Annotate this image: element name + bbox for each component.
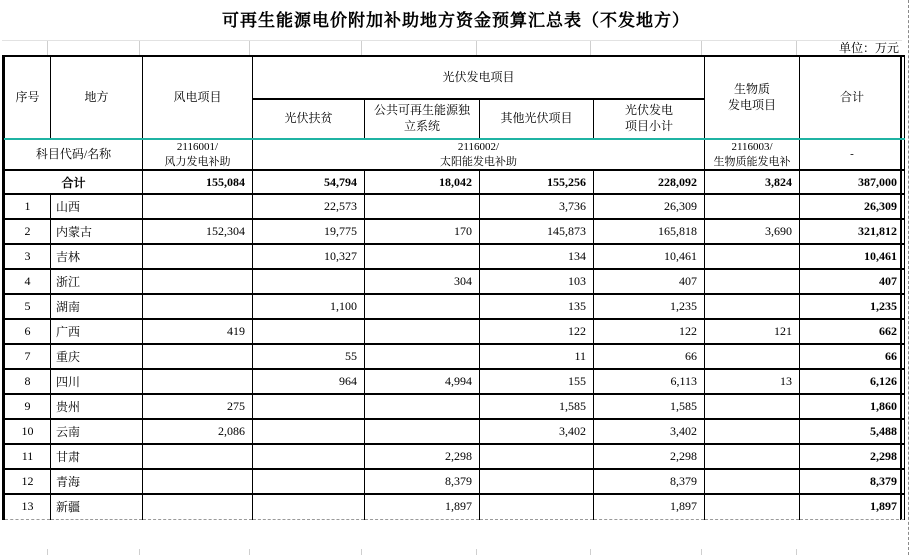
table-row xyxy=(5,394,905,419)
grid-cell xyxy=(48,41,140,55)
col-header-biomass-line1: 生物质 xyxy=(734,81,771,96)
cell-pv-public[interactable] xyxy=(365,344,480,369)
cell-total[interactable]: 66 xyxy=(800,344,905,369)
table-row xyxy=(5,194,905,219)
grid-cell xyxy=(477,549,591,555)
cell-region[interactable]: 浙江 xyxy=(51,269,143,294)
table-row xyxy=(5,444,905,469)
col-header-pv-other[interactable]: 其他光伏项目 xyxy=(480,99,594,139)
grid-cell xyxy=(477,41,591,55)
col-header-pv-subtotal[interactable] xyxy=(594,99,705,139)
grid-continuation-strip xyxy=(2,549,902,555)
cell-pv-poverty[interactable]: 55 xyxy=(253,344,365,369)
cell-wind[interactable] xyxy=(143,469,253,494)
cell-total[interactable]: 662 xyxy=(800,319,905,344)
grid-cell xyxy=(2,549,48,555)
grid-cell xyxy=(140,549,250,555)
cell-pv-other[interactable]: 135 xyxy=(480,294,594,319)
cell-pv-public[interactable]: 304 xyxy=(365,269,480,294)
subject-wind-name: 风力发电补助 xyxy=(164,155,231,168)
grid-cell xyxy=(702,41,797,55)
cell-region[interactable]: 广西 xyxy=(51,319,143,344)
cell-region[interactable]: 甘肃 xyxy=(51,444,143,469)
col-header-biomass-line2: 发电项目 xyxy=(728,97,777,112)
cell-wind[interactable] xyxy=(143,194,253,219)
unit-row xyxy=(2,40,902,55)
cell-wind[interactable] xyxy=(143,344,253,369)
total-pv-poverty[interactable]: 54,794 xyxy=(253,170,365,194)
cell-biomass[interactable]: 121 xyxy=(705,319,800,344)
col-header-region[interactable]: 地方 xyxy=(51,56,143,139)
cell-total[interactable]: 6,126 xyxy=(800,369,905,394)
total-biomass[interactable]: 3,824 xyxy=(705,170,800,194)
table-row xyxy=(5,319,905,344)
table-row xyxy=(5,294,905,319)
cell-biomass[interactable] xyxy=(705,344,800,369)
cell-pv-other[interactable]: 155 xyxy=(480,369,594,394)
cell-pv-poverty[interactable]: 1,100 xyxy=(253,294,365,319)
cell-pv-public[interactable] xyxy=(365,419,480,444)
cell-serial[interactable]: 4 xyxy=(5,269,51,294)
cell-pv-poverty[interactable] xyxy=(253,394,365,419)
cell-total[interactable]: 1,235 xyxy=(800,294,905,319)
cell-pv-public[interactable]: 170 xyxy=(365,219,480,244)
cell-biomass[interactable] xyxy=(705,244,800,269)
cell-pv-other[interactable]: 134 xyxy=(480,244,594,269)
cell-wind[interactable] xyxy=(143,369,253,394)
cell-pv-other[interactable]: 122 xyxy=(480,319,594,344)
cell-total[interactable]: 321,812 xyxy=(800,219,905,244)
cell-serial[interactable]: 12 xyxy=(5,469,51,494)
cell-region[interactable]: 新疆 xyxy=(51,494,143,519)
col-header-total[interactable]: 合计 xyxy=(800,56,905,139)
cell-serial[interactable]: 13 xyxy=(5,494,51,519)
cell-pv-public[interactable] xyxy=(365,394,480,419)
cell-biomass[interactable] xyxy=(705,194,800,219)
grid-cell xyxy=(797,549,902,555)
cell-pv-public[interactable] xyxy=(365,294,480,319)
cell-serial[interactable]: 9 xyxy=(5,394,51,419)
cell-total[interactable]: 2,298 xyxy=(800,444,905,469)
cell-wind[interactable]: 152,304 xyxy=(143,219,253,244)
cell-pv-public[interactable]: 1,897 xyxy=(365,494,480,519)
cell-region[interactable]: 四川 xyxy=(51,369,143,394)
cell-pv-other[interactable]: 3,736 xyxy=(480,194,594,219)
cell-pv-poverty[interactable]: 22,573 xyxy=(253,194,365,219)
cell-pv-subtotal[interactable]: 2,298 xyxy=(594,444,705,469)
unit-label: 单位：万元 xyxy=(838,41,899,55)
cell-region[interactable]: 云南 xyxy=(51,419,143,444)
cell-serial[interactable]: 6 xyxy=(5,319,51,344)
table-row xyxy=(5,494,905,519)
table-row xyxy=(5,369,905,394)
subject-biomass-cell[interactable] xyxy=(705,139,800,170)
cell-wind[interactable]: 275 xyxy=(143,394,253,419)
grid-cell xyxy=(250,549,362,555)
grid-cell xyxy=(250,41,362,55)
cell-total[interactable]: 1,897 xyxy=(800,494,905,519)
subject-pv-name: 太阳能发电补助 xyxy=(440,155,517,168)
grid-cell xyxy=(48,549,140,555)
cell-pv-other[interactable] xyxy=(480,444,594,469)
cell-pv-subtotal[interactable]: 1,585 xyxy=(594,394,705,419)
cell-pv-public[interactable] xyxy=(365,244,480,269)
subject-biomass-name: 生物质能发电补 xyxy=(713,155,791,168)
cell-biomass[interactable]: 3,690 xyxy=(705,219,800,244)
total-pv-subtotal[interactable]: 228,092 xyxy=(594,170,705,194)
cell-serial[interactable]: 1 xyxy=(5,194,51,219)
cell-pv-subtotal[interactable]: 122 xyxy=(594,319,705,344)
cell-total[interactable]: 8,379 xyxy=(800,469,905,494)
grid-cell xyxy=(702,549,797,555)
cell-pv-subtotal[interactable]: 1,235 xyxy=(594,294,705,319)
cell-serial[interactable]: 8 xyxy=(5,369,51,394)
cell-total[interactable]: 26,309 xyxy=(800,194,905,219)
cell-pv-subtotal[interactable]: 3,402 xyxy=(594,419,705,444)
cell-total[interactable]: 10,461 xyxy=(800,244,905,269)
cell-pv-other[interactable]: 3,402 xyxy=(480,419,594,444)
col-header-pv-poverty[interactable]: 光伏扶贫 xyxy=(253,99,365,139)
cell-wind[interactable] xyxy=(143,494,253,519)
grand-total-row xyxy=(5,170,905,194)
grid-cell xyxy=(2,41,48,55)
cell-pv-poverty[interactable] xyxy=(253,269,365,294)
cell-pv-other[interactable]: 103 xyxy=(480,269,594,294)
cell-wind[interactable] xyxy=(143,269,253,294)
cell-pv-subtotal[interactable]: 8,379 xyxy=(594,469,705,494)
col-header-pv-subtotal-line1: 光伏发电 xyxy=(625,103,674,118)
grid-cell xyxy=(140,41,250,55)
subject-pv-cell[interactable] xyxy=(253,139,705,170)
total-row-label[interactable]: 合计 xyxy=(5,170,143,194)
cell-total[interactable]: 5,488 xyxy=(800,419,905,444)
cell-region[interactable]: 重庆 xyxy=(51,344,143,369)
cell-pv-poverty[interactable] xyxy=(253,469,365,494)
budget-table xyxy=(4,55,905,520)
cell-wind[interactable] xyxy=(143,444,253,469)
cell-pv-other[interactable]: 145,873 xyxy=(480,219,594,244)
cell-biomass[interactable] xyxy=(705,469,800,494)
col-header-pv-group[interactable]: 光伏发电项目 xyxy=(253,56,705,99)
cell-biomass[interactable] xyxy=(705,444,800,469)
subject-wind-cell[interactable] xyxy=(143,139,253,170)
cell-pv-poverty[interactable]: 19,775 xyxy=(253,219,365,244)
cell-biomass[interactable] xyxy=(705,494,800,519)
cell-pv-other[interactable]: 11 xyxy=(480,344,594,369)
cell-pv-public[interactable] xyxy=(365,194,480,219)
cell-biomass[interactable] xyxy=(705,294,800,319)
cell-pv-public[interactable]: 2,298 xyxy=(365,444,480,469)
col-header-pv-public[interactable] xyxy=(365,99,480,139)
total-pv-public[interactable]: 18,042 xyxy=(365,170,480,194)
subject-biomass-code: 2116003/ xyxy=(731,141,773,154)
cell-pv-poverty[interactable] xyxy=(253,419,365,444)
subject-wind-code: 2116001/ xyxy=(176,141,219,154)
cell-pv-subtotal[interactable]: 165,818 xyxy=(594,219,705,244)
table-row xyxy=(5,219,905,244)
cell-region[interactable]: 湖南 xyxy=(51,294,143,319)
col-header-pv-public-line2: 立系统 xyxy=(403,119,440,133)
cell-pv-poverty[interactable]: 10,327 xyxy=(253,244,365,269)
cell-pv-subtotal[interactable]: 1,897 xyxy=(594,494,705,519)
col-header-pv-public-line1: 公共可再生能源独 xyxy=(373,103,470,118)
cell-pv-public[interactable]: 8,379 xyxy=(365,469,480,494)
table-row xyxy=(5,469,905,494)
cell-wind[interactable] xyxy=(143,294,253,319)
subject-pv-code: 2116002/ xyxy=(457,141,500,154)
subject-total-cell[interactable]: - xyxy=(800,139,905,170)
cell-serial[interactable]: 3 xyxy=(5,244,51,269)
budget-table-wrapper xyxy=(2,55,902,520)
grid-cell xyxy=(591,549,702,555)
cell-pv-public[interactable] xyxy=(365,319,480,344)
cell-pv-other[interactable] xyxy=(480,469,594,494)
cell-wind[interactable] xyxy=(143,244,253,269)
cell-pv-other[interactable]: 1,585 xyxy=(480,394,594,419)
subject-row-label[interactable]: 科目代码/名称 xyxy=(5,139,143,170)
cell-pv-public[interactable]: 4,994 xyxy=(365,369,480,394)
page-title: 可再生能源电价附加补助地方资金预算汇总表（不发地方） xyxy=(222,11,690,30)
col-header-serial[interactable]: 序号 xyxy=(5,56,51,139)
cell-region[interactable]: 青海 xyxy=(51,469,143,494)
cell-serial[interactable]: 5 xyxy=(5,294,51,319)
cell-pv-subtotal[interactable]: 26,309 xyxy=(594,194,705,219)
cell-pv-other[interactable] xyxy=(480,494,594,519)
page-break-line xyxy=(908,0,909,555)
cell-pv-poverty[interactable] xyxy=(253,444,365,469)
cell-biomass[interactable] xyxy=(705,269,800,294)
cell-biomass[interactable]: 13 xyxy=(705,369,800,394)
total-grand[interactable]: 387,000 xyxy=(800,170,905,194)
subject-code-row xyxy=(5,139,905,170)
cell-pv-subtotal[interactable]: 10,461 xyxy=(594,244,705,269)
cell-pv-subtotal[interactable]: 66 xyxy=(594,344,705,369)
cell-wind[interactable]: 2,086 xyxy=(143,419,253,444)
col-header-biomass[interactable] xyxy=(705,56,800,139)
grid-cell xyxy=(362,41,477,55)
cell-region[interactable]: 吉林 xyxy=(51,244,143,269)
table-row xyxy=(5,419,905,444)
cell-wind[interactable]: 419 xyxy=(143,319,253,344)
col-header-wind[interactable]: 风电项目 xyxy=(143,56,253,139)
cell-pv-poverty[interactable]: 964 xyxy=(253,369,365,394)
cell-biomass[interactable] xyxy=(705,419,800,444)
grid-cell xyxy=(362,549,477,555)
cell-serial[interactable]: 7 xyxy=(5,344,51,369)
cell-serial[interactable]: 2 xyxy=(5,219,51,244)
cell-serial[interactable]: 10 xyxy=(5,419,51,444)
cell-total[interactable]: 407 xyxy=(800,269,905,294)
cell-pv-poverty[interactable] xyxy=(253,494,365,519)
table-row xyxy=(5,269,905,294)
cell-region[interactable]: 内蒙古 xyxy=(51,219,143,244)
col-header-pv-subtotal-line2: 项目小计 xyxy=(625,119,674,133)
cell-serial[interactable]: 11 xyxy=(5,444,51,469)
cell-region[interactable]: 山西 xyxy=(51,194,143,219)
cell-total[interactable]: 1,860 xyxy=(800,394,905,419)
total-pv-other[interactable]: 155,256 xyxy=(480,170,594,194)
total-wind[interactable]: 155,084 xyxy=(143,170,253,194)
table-row xyxy=(5,344,905,369)
grid-cell xyxy=(591,41,702,55)
cell-pv-subtotal[interactable]: 6,113 xyxy=(594,369,705,394)
cell-pv-subtotal[interactable]: 407 xyxy=(594,269,705,294)
cell-region[interactable]: 贵州 xyxy=(51,394,143,419)
table-row xyxy=(5,244,905,269)
cell-biomass[interactable] xyxy=(705,394,800,419)
cell-pv-poverty[interactable] xyxy=(253,319,365,344)
